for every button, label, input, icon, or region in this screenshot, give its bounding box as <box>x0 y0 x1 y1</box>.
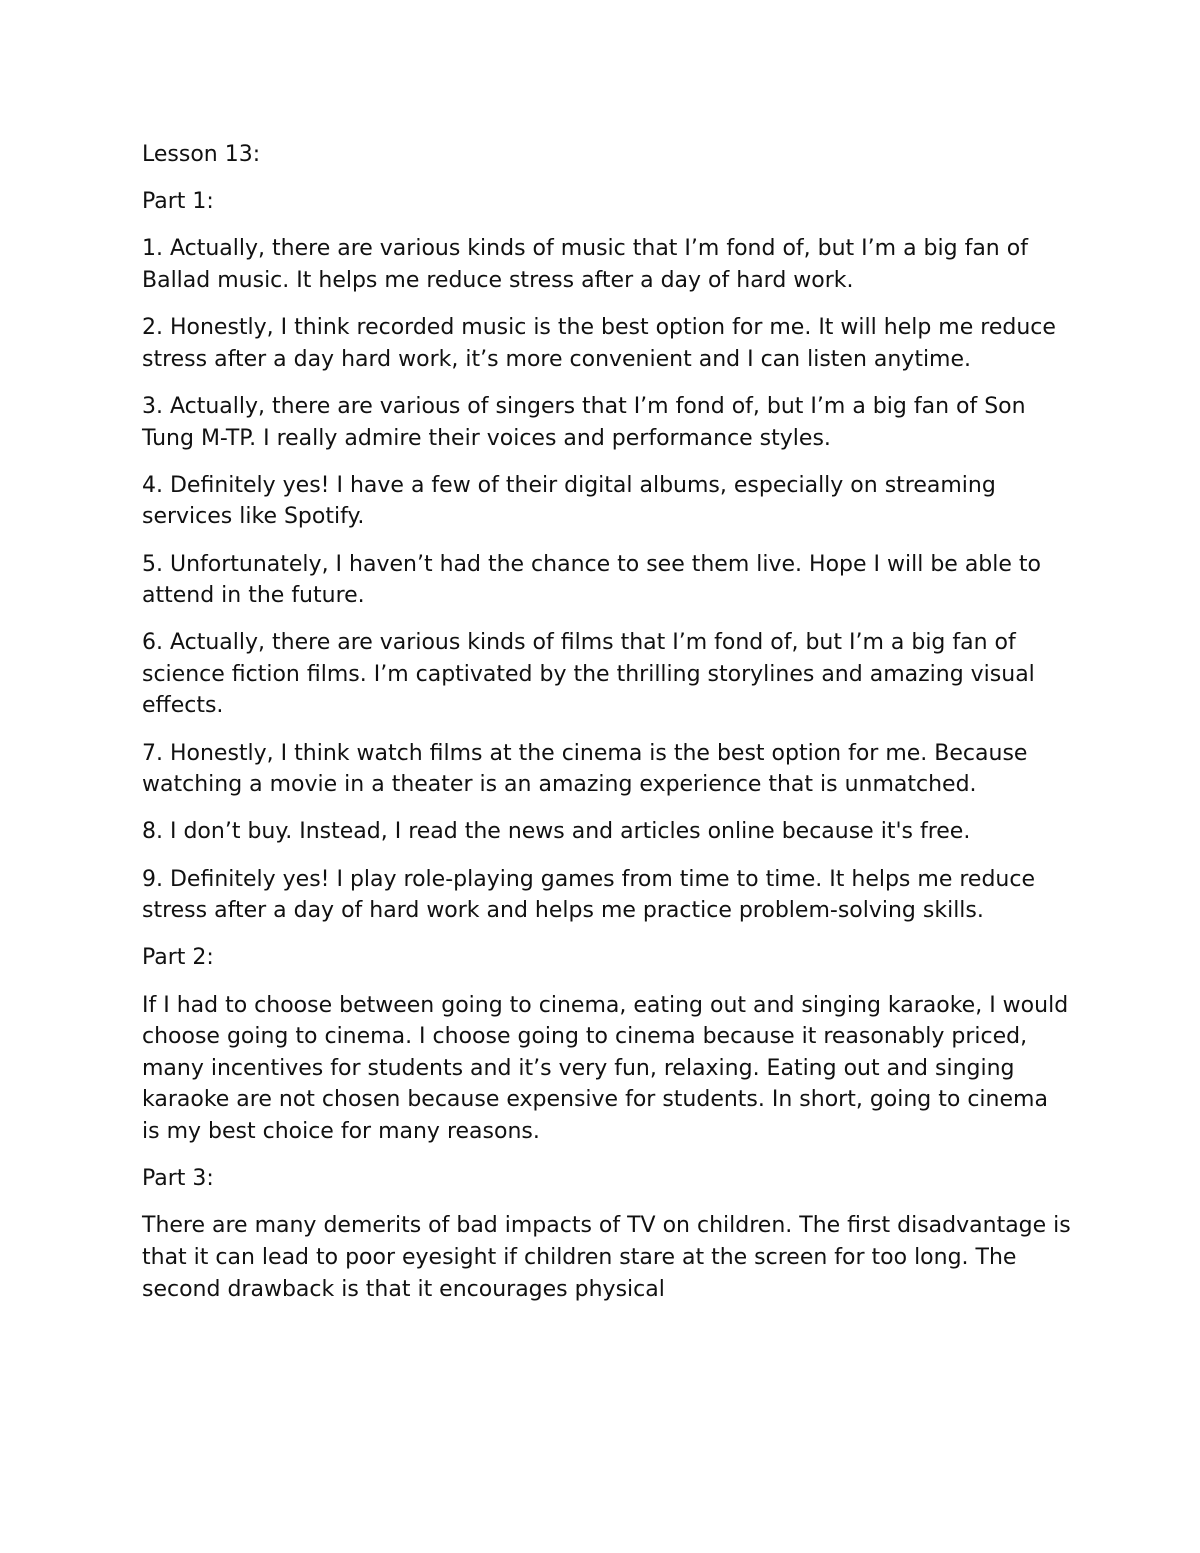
part1-answer-1: 1. Actually, there are various kinds of music that I’m fond of, but I’m a big fan of Ballad music. It helps me reduce stress after a day of hard work. <box>142 236 1028 293</box>
part1-answer-6: 6. Actually, there are various kinds of films that I’m fond of, but I’m a big fan of science fiction films. I’m captivated by the thrilling storylines and amazing visual effects. <box>142 630 1035 719</box>
part1-heading: Part 1: <box>142 189 214 215</box>
part3-heading: Part 3: <box>142 1166 214 1192</box>
part1-answer-9: 9. Definitely yes! I play role-playing games from time to time. It helps me reduce stress after a day of hard work and helps me practice problem-solving skills. <box>142 866 1035 924</box>
part2-heading: Part 2: <box>142 945 214 971</box>
part2-body: If I had to choose between going to cinema, eating out and singing karaoke, I would choose going to cinema. I choose going to cinema because it reasonably priced, many incentives for students and it’s very fun, relaxing. Eating out and singing karaoke are not chosen because expensive for students. In short, going to cinema is my best choice for many reasons. <box>142 992 1069 1144</box>
part1-answer-7: 7. Honestly, I think watch films at the cinema is the best option for me. Because watching a movie in a theater is an amazing experience that is unmatched. <box>142 740 1028 798</box>
document-body <box>142 139 1072 1321</box>
part1-answer-3: 3. Actually, there are various of singers that I’m fond of, but I’m a big fan of Son Tung M-TP. I really admire their voices and performance styles. <box>142 393 1026 451</box>
lesson-title: Lesson 13: <box>142 142 261 167</box>
part3-body: There are many demerits of bad impacts of TV on children. The first disadvantage is that it can lead to poor eyesight if children stare at the screen for too long. The second drawback is that it encourages physical <box>142 1213 1071 1302</box>
part1-answer-8: 8. I don’t buy. Instead, I read the news and articles online because it's free. <box>142 819 971 845</box>
part1-answer-5: 5. Unfortunately, I haven’t had the chance to see them live. Hope I will be able to attend in the future. <box>142 551 1042 609</box>
part1-answer-2: 2. Honestly, I think recorded music is the best option for me. It will help me reduce stress after a day hard work, it’s more convenient and I can listen anytime. <box>142 315 1056 372</box>
part1-answer-4: 4. Definitely yes! I have a few of their digital albums, especially on streaming services like Spotify. <box>142 472 996 530</box>
